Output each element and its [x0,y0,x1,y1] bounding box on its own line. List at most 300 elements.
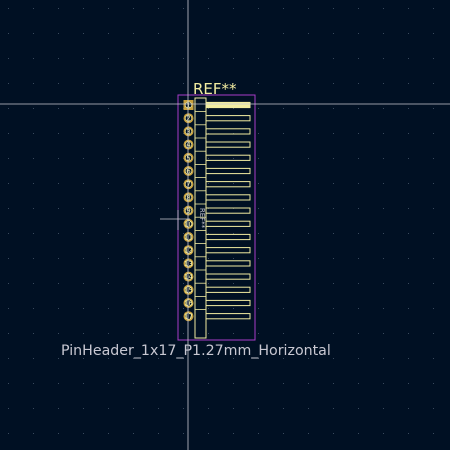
grid-dot [283,8,284,9]
grid-dot [108,58,109,59]
grid-dot [108,83,109,84]
grid-dot [283,208,284,209]
grid-dot [33,58,34,59]
grid-dot [133,183,134,184]
grid-dot [233,108,234,109]
grid-dot [83,283,84,284]
grid-dot [208,33,209,34]
grid-dot [108,133,109,134]
grid-dot [358,83,359,84]
grid-dot [408,8,409,9]
grid-dot [358,283,359,284]
grid-dot [158,183,159,184]
grid-dot [433,133,434,134]
grid-dot [283,83,284,84]
pad-number: 9 [186,207,191,216]
grid-dot [33,183,34,184]
grid-dot [283,258,284,259]
grid-dot [33,333,34,334]
grid-dot [208,258,209,259]
grid-dot [358,33,359,34]
grid-dot [258,108,259,109]
grid-dot [283,408,284,409]
grid-dot [8,58,9,59]
grid-dot [358,183,359,184]
grid-dot [333,158,334,159]
grid-dot [283,133,284,134]
grid-dot [158,58,159,59]
grid-dot [358,308,359,309]
grid-dot [258,33,259,34]
grid-dot [233,408,234,409]
grid-dot [133,333,134,334]
grid-dot [233,233,234,234]
grid-dot [433,108,434,109]
grid-dot [58,433,59,434]
grid-dot [233,158,234,159]
grid-dot [133,233,134,234]
grid-dot [33,208,34,209]
grid-dot [358,358,359,359]
grid-dot [408,283,409,284]
grid-dot [408,233,409,234]
grid-dot [283,308,284,309]
grid-dot [383,308,384,309]
grid-dot [333,283,334,284]
grid-dot [333,133,334,134]
grid-dot [308,158,309,159]
grid-dot [158,258,159,259]
grid-dot [333,233,334,234]
grid-dot [433,58,434,59]
grid-dot [58,383,59,384]
grid-dot [408,108,409,109]
grid-dot [233,183,234,184]
pad-number: 11 [184,233,193,242]
pad-number: 14 [184,273,193,282]
grid-dot [83,133,84,134]
grid-dot [33,8,34,9]
pad-number: 1 [186,101,191,110]
grid-dot [258,433,259,434]
grid-dot [383,433,384,434]
grid-dot [133,433,134,434]
grid-dot [283,433,284,434]
grid-dot [58,183,59,184]
grid-dot [308,408,309,409]
grid-dot [433,8,434,9]
grid-dot [133,108,134,109]
pad-number: 5 [186,154,191,163]
grid-dot [308,333,309,334]
grid-dot [333,433,334,434]
grid-dot [33,408,34,409]
grid-dot [83,258,84,259]
grid-dot [308,83,309,84]
grid-dot [358,133,359,134]
grid-dot [308,33,309,34]
grid-dot [108,383,109,384]
grid-dot [83,33,84,34]
grid-dot [233,383,234,384]
grid-dot [158,383,159,384]
grid-dot [333,8,334,9]
grid-dot [408,133,409,134]
reference-designator[interactable]: REF** [193,80,237,98]
grid-dot [258,283,259,284]
grid-dot [308,108,309,109]
grid-dot [58,308,59,309]
grid-dot [258,58,259,59]
grid-dot [8,33,9,34]
grid-dot [433,333,434,334]
grid-dot [133,8,134,9]
grid-dot [83,333,84,334]
grid-dot [408,383,409,384]
grid-dot [333,183,334,184]
grid-dot [333,408,334,409]
grid-dot [83,208,84,209]
grid-dot [58,208,59,209]
grid-dot [333,308,334,309]
grid-dot [233,258,234,259]
pad-number: 3 [186,127,191,136]
grid-dot [108,183,109,184]
grid-dot [258,258,259,259]
grid-dot [333,208,334,209]
grid-dot [133,33,134,34]
grid-dot [283,183,284,184]
grid-dot [358,8,359,9]
grid-dot [58,358,59,359]
pads [184,100,194,321]
pad-number: 15 [184,286,193,295]
grid-dot [408,308,409,309]
grid-dot [83,233,84,234]
grid-dot [358,58,359,59]
grid-dot [408,333,409,334]
grid-dot [433,258,434,259]
grid-dot [8,383,9,384]
grid-dot [383,233,384,234]
grid-dot [183,433,184,434]
grid-dot [83,383,84,384]
grid-dot [183,408,184,409]
grid-dot [433,308,434,309]
grid-dot [208,108,209,109]
grid-dot [208,333,209,334]
grid-dot [158,233,159,234]
grid-dot [333,258,334,259]
grid-dot [433,358,434,359]
grid-dot [83,183,84,184]
grid-dot [133,283,134,284]
grid-dot [108,108,109,109]
grid-dot [258,383,259,384]
grid-dot [433,433,434,434]
grid-dot [358,158,359,159]
grid-dot [108,258,109,259]
grid-dot [208,383,209,384]
grid-dot [108,283,109,284]
grid-dot [108,408,109,409]
grid-dot [308,58,309,59]
grid-dot [8,433,9,434]
grid-dot [33,258,34,259]
grid-dot [33,33,34,34]
grid-dot [283,33,284,34]
grid-dot [8,283,9,284]
grid-dot [283,158,284,159]
grid-dot [158,283,159,284]
grid-dot [8,408,9,409]
pad-number: 4 [186,141,191,150]
grid-dot [83,83,84,84]
grid-dot [58,408,59,409]
grid-dot [108,8,109,9]
grid-dot [433,208,434,209]
grid-dot [283,233,284,234]
grid-dot [308,208,309,209]
grid-dot [83,158,84,159]
grid-dot [8,108,9,109]
grid-dot [83,58,84,59]
grid-dot [33,133,34,134]
grid-dot [233,333,234,334]
grid-dot [233,33,234,34]
grid-dot [258,8,259,9]
grid-dot [33,433,34,434]
grid-dot [433,183,434,184]
grid-dot [8,233,9,234]
grid-dot [358,258,359,259]
grid-dot [183,33,184,34]
grid-dot [33,308,34,309]
grid-dot [433,33,434,34]
grid-dot [208,183,209,184]
grid-dot [258,133,259,134]
grid-dot [8,208,9,209]
grid-dot [58,83,59,84]
grid-dot [333,333,334,334]
grid-dot [283,383,284,384]
grid-dot [258,308,259,309]
grid-dot [383,383,384,384]
fab-reference-label: REF** [198,207,206,229]
grid-dot [308,433,309,434]
grid-dot [158,83,159,84]
grid-dot [358,333,359,334]
grid-dot [258,333,259,334]
grid-dot [133,258,134,259]
grid-dot [58,333,59,334]
grid-dot [208,308,209,309]
grid-dot [133,308,134,309]
grid-dot [58,258,59,259]
grid-dot [8,8,9,9]
grid-dot [383,358,384,359]
grid-dot [8,83,9,84]
grid-dot [108,158,109,159]
grid-dot [358,408,359,409]
grid-dot [408,258,409,259]
grid-dot [208,433,209,434]
grid-dot [333,108,334,109]
grid-dot [358,433,359,434]
pad-number: 12 [184,246,193,255]
grid-dot [208,283,209,284]
grid-dot [183,333,184,334]
grid-dot [258,233,259,234]
grid-dot [233,283,234,284]
grid-dot [333,358,334,359]
grid-dot [8,308,9,309]
grid-dot [433,283,434,284]
grid-dot [408,408,409,409]
grid-dot [158,158,159,159]
pad-number: 8 [186,193,191,202]
pad-number: 16 [184,299,193,308]
pad-number: 13 [184,259,193,268]
pad-number: 17 [184,312,193,321]
grid-dot [58,233,59,234]
grid-dot [158,408,159,409]
grid-dot [258,208,259,209]
grid-dot [233,58,234,59]
grid-dot [108,33,109,34]
grid-dot [233,308,234,309]
grid-dot [58,158,59,159]
grid-dot [183,258,184,259]
grid-dot [383,208,384,209]
grid-dot [158,108,159,109]
grid-dot [283,333,284,334]
pad-number: 6 [186,167,191,176]
grid-dot [133,408,134,409]
grid-dot [58,33,59,34]
grid-dot [383,408,384,409]
grid-dot [308,233,309,234]
pad-number: 7 [186,180,191,189]
grid-dot [383,8,384,9]
grid-dot [108,308,109,309]
grid-dot [258,83,259,84]
grid-dot [183,58,184,59]
grid-dot [383,108,384,109]
grid-dot [208,408,209,409]
grid-dot [83,8,84,9]
grid-dot [358,108,359,109]
grid-dot [33,358,34,359]
grid-dot [83,308,84,309]
grid-dot [408,433,409,434]
footprint-value-label[interactable]: PinHeader_1x17_P1.27mm_Horizontal [61,343,331,359]
grid-dot [383,133,384,134]
grid-dot [358,208,359,209]
grid-dot [133,58,134,59]
grid-dot [158,208,159,209]
grid-dot [408,58,409,59]
grid-dot [308,8,309,9]
grid-dot [208,158,209,159]
grid-dot [33,158,34,159]
grid-dot [108,333,109,334]
grid-dot [258,408,259,409]
grid-dot [33,108,34,109]
grid-dot [158,33,159,34]
grid-dot [333,83,334,84]
grid-dot [8,333,9,334]
grid-dot [158,433,159,434]
grid-dot [358,233,359,234]
grid-dot [58,133,59,134]
grid-dot [383,58,384,59]
grid-dot [183,308,184,309]
grid-dot [58,283,59,284]
grid-dot [258,183,259,184]
grid-dot [333,383,334,384]
grid-dot [108,208,109,209]
grid-dot [408,183,409,184]
grid-dot [408,33,409,34]
grid-dot [433,233,434,234]
grid-dot [8,183,9,184]
grid-dot [408,358,409,359]
grid-dot [308,133,309,134]
grid-dot [383,183,384,184]
grid-dot [8,133,9,134]
grid-dot [333,58,334,59]
pad-number: 10 [184,220,193,229]
grid-dot [183,283,184,284]
grid-dot [308,308,309,309]
grid-dot [33,383,34,384]
grid-dot [408,83,409,84]
pin-lead [206,102,250,107]
grid-dot [33,283,34,284]
grid-dot [383,333,384,334]
grid-dot [58,108,59,109]
grid-dot [158,333,159,334]
grid-dot [383,83,384,84]
grid-dot [433,408,434,409]
grid-dot [33,83,34,84]
grid-dot [133,383,134,384]
grid-dot [83,108,84,109]
grid-dot [308,283,309,284]
grid-dot [158,8,159,9]
grid-dot [433,83,434,84]
grid-dot [83,433,84,434]
grid-dot [258,158,259,159]
grid-dot [433,383,434,384]
grid-dot [108,433,109,434]
grid-dot [208,8,209,9]
grid-dot [308,183,309,184]
grid-dot [283,58,284,59]
grid-dot [233,433,234,434]
grid-dot [33,233,34,234]
grid-dot [383,283,384,284]
grid-dot [183,383,184,384]
grid-dot [133,83,134,84]
grid-dot [183,83,184,84]
grid-dot [58,8,59,9]
grid-dot [233,8,234,9]
grid-dot [383,33,384,34]
grid-dot [108,233,109,234]
grid-dot [333,33,334,34]
